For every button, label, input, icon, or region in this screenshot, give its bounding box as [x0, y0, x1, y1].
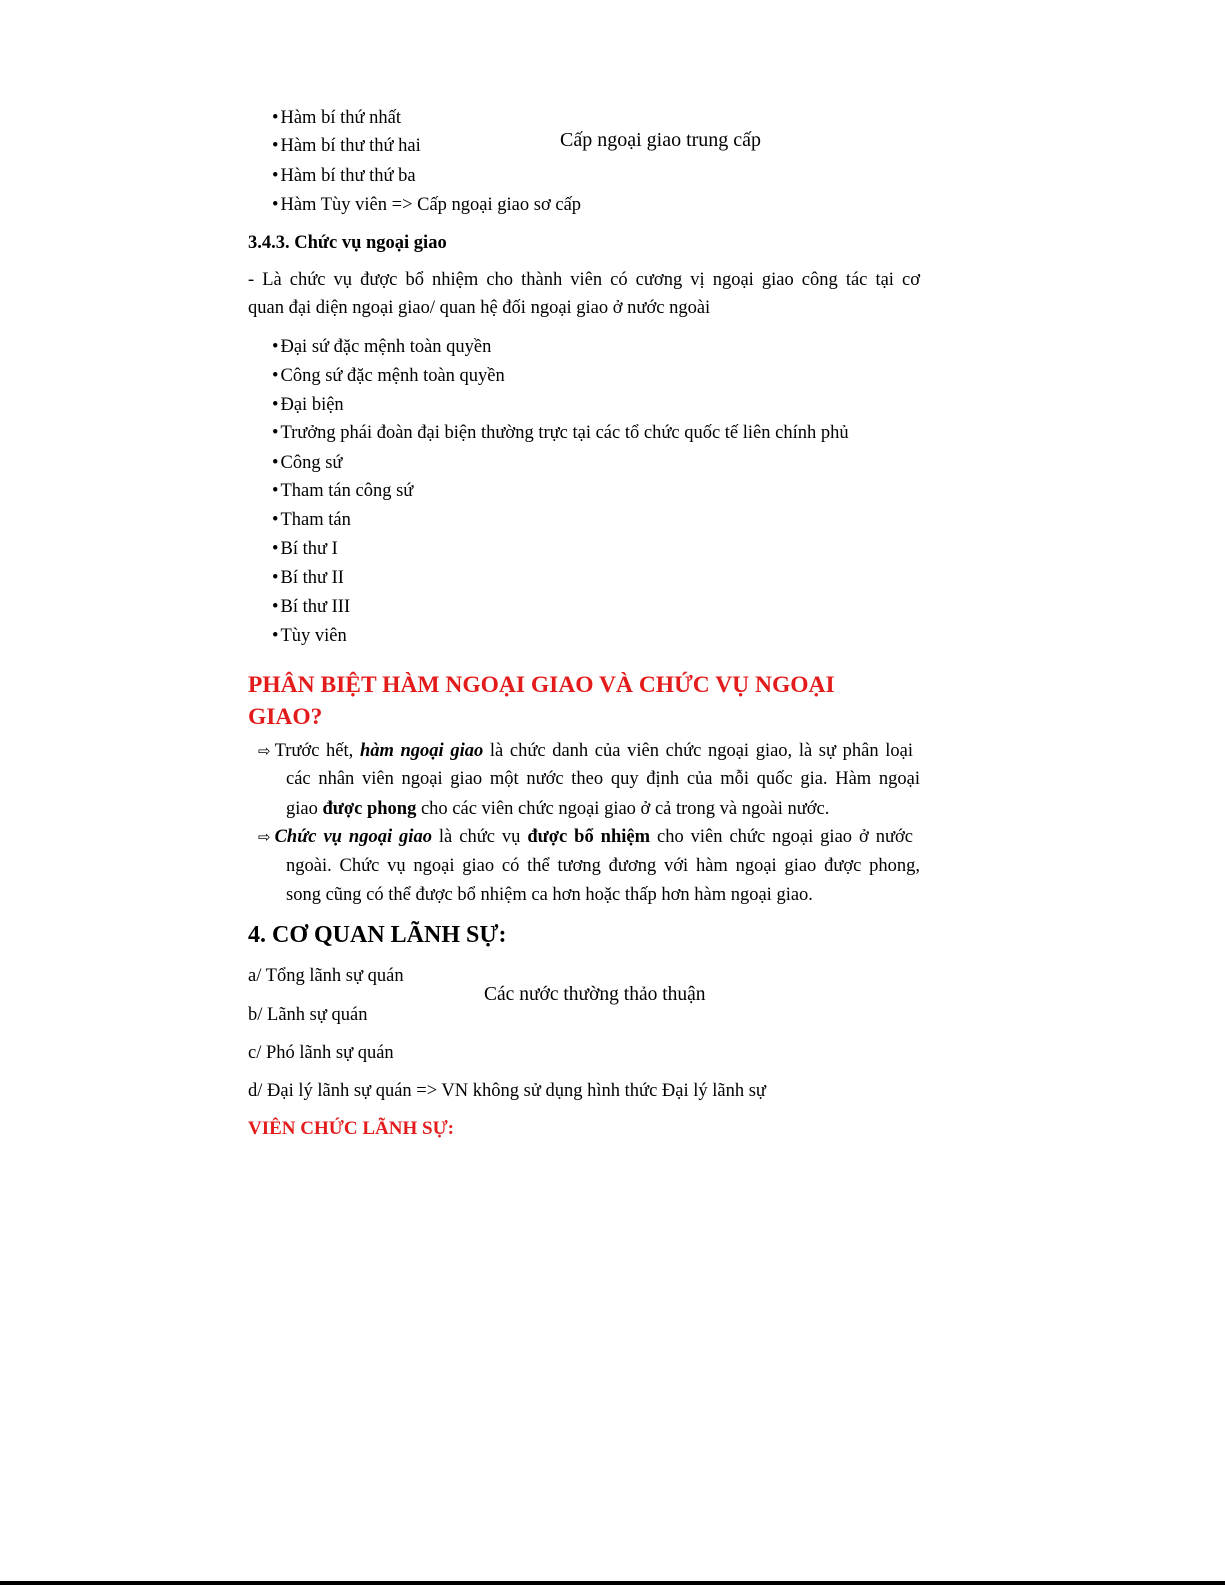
red-heading-line: GIAO? [248, 704, 323, 730]
list-item: • Hàm bí thư thứ hai [272, 136, 421, 157]
paragraph-line: ⇨ Chức vụ ngoại giao là chức vụ được bổ nhiệm cho viên chức ngoại giao ở nước [258, 827, 914, 847]
arrow-right-icon: ⇨ [258, 742, 271, 760]
list-item: • Tùy viên [272, 626, 347, 647]
list-item: • Trưởng phái đoàn đại biện thường trực tại các tổ chức quốc tế liên chính phủ [272, 423, 849, 444]
list-item: • Tham tán [272, 510, 351, 531]
page-bottom-border [0, 1581, 1225, 1585]
section-heading: 3.4.3. Chức vụ ngoại giao [248, 233, 447, 253]
list-item: • Đại sứ đặc mệnh toàn quyền [272, 337, 491, 358]
list-item: • Đại biện [272, 395, 344, 416]
list-item: • Bí thư III [272, 597, 350, 618]
list-item: • Công sứ [272, 453, 342, 474]
arrow-right-icon: ⇨ [258, 828, 271, 846]
list-item: • Công sứ đặc mệnh toàn quyền [272, 366, 505, 387]
paragraph-line: song cũng có thể được bổ nhiệm ca hơn hoặc thấp hơn hàm ngoại giao. [286, 885, 813, 905]
list-item: • Hàm bí thư thứ ba [272, 166, 416, 187]
list-item: • Tham tán công sứ [272, 481, 413, 502]
paragraph-line: ⇨ Trước hết, hàm ngoại giao là chức danh của viên chức ngoại giao, là sự phân loại [258, 741, 914, 761]
list-item: c/ Phó lãnh sự quán [248, 1043, 394, 1063]
list-item: a/ Tổng lãnh sự quán [248, 966, 404, 986]
section-heading: 4. CƠ QUAN LÃNH SỰ: [248, 922, 507, 948]
paragraph-line: các nhân viên ngoại giao một nước theo quy định của mỗi quốc gia. Hàm ngoại [286, 769, 920, 789]
side-note: Các nước thường thảo thuận [484, 984, 706, 1005]
list-item: b/ Lãnh sự quán [248, 1005, 368, 1025]
red-subheading: VIÊN CHỨC LÃNH SỰ: [248, 1118, 455, 1139]
list-item: • Bí thư II [272, 568, 344, 589]
list-item: • Hàm bí thứ nhất [272, 108, 401, 129]
paragraph-line: giao được phong cho các viên chức ngoại giao ở cả trong và ngoài nước. [286, 799, 830, 819]
paragraph-line: - Là chức vụ được bổ nhiệm cho thành viên có cương vị ngoại giao công tác tại cơ [248, 270, 920, 290]
list-item: • Bí thư I [272, 539, 338, 560]
red-heading-line: PHÂN BIỆT HÀM NGOẠI GIAO VÀ CHỨC VỤ NGOẠI [248, 672, 835, 698]
list-item: • Hàm Tùy viên => Cấp ngoại giao sơ cấp [272, 195, 581, 216]
paragraph-line: quan đại diện ngoại giao/ quan hệ đối ngoại giao ở nước ngoài [248, 298, 711, 318]
list-item: d/ Đại lý lãnh sự quán => VN không sử dụng hình thức Đại lý lãnh sự [248, 1081, 766, 1101]
paragraph-line: ngoài. Chức vụ ngoại giao có thể tương đương với hàm ngoại giao được phong, [286, 856, 920, 876]
side-note: Cấp ngoại giao trung cấp [560, 129, 762, 151]
